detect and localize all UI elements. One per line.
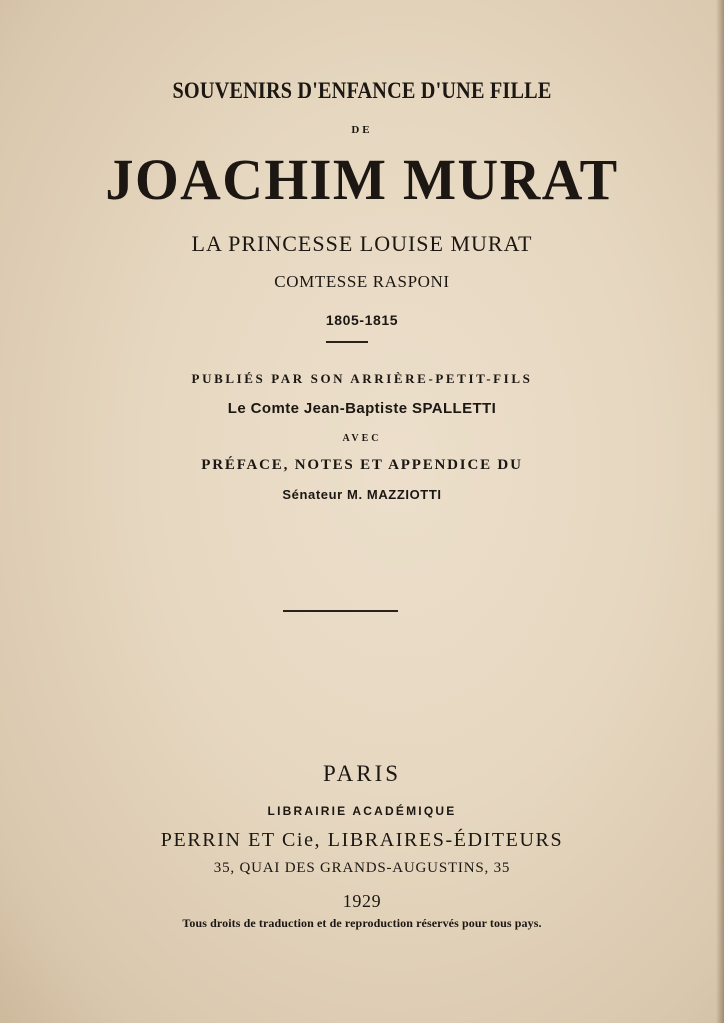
title-line-de: DE xyxy=(351,124,373,136)
preface-credit-line: PRÉFACE, NOTES ET APPENDICE DU xyxy=(201,457,523,473)
editor-name: Le Comte Jean-Baptiste SPALLETTI xyxy=(227,400,497,417)
avec-line: AVEC xyxy=(342,433,382,444)
publisher-credit-line: PUBLIÉS PAR SON ARRIÈRE-PETIT-FILS xyxy=(191,371,533,386)
author-line-comtesse: COMTESSE RASPONI xyxy=(274,272,450,291)
preface-author-name: Sénateur M. MAZZIOTTI xyxy=(282,487,442,502)
imprint-city: PARIS xyxy=(322,761,402,786)
imprint-year: 1929 xyxy=(342,891,382,911)
title-line-souvenirs: SOUVENIRS D'ENFANCE D'UNE FILLE xyxy=(172,78,552,103)
imprint-publisher: PERRIN ET Cie, LIBRAIRES-ÉDITEURS xyxy=(160,829,564,851)
imprint-librairie: LIBRAIRIE ACADÉMIQUE xyxy=(267,804,457,818)
main-title: JOACHIM MURAT xyxy=(105,147,619,212)
short-divider xyxy=(326,341,368,343)
long-divider xyxy=(283,610,398,612)
rights-notice: Tous droits de traduction et de reproduction réservés pour tous pays. xyxy=(182,916,542,930)
author-line-princesse: LA PRINCESSE LOUISE MURAT xyxy=(191,231,533,256)
imprint-address: 35, QUAI DES GRANDS-AUGUSTINS, 35 xyxy=(213,860,511,876)
date-range: 1805-1815 xyxy=(325,312,399,328)
